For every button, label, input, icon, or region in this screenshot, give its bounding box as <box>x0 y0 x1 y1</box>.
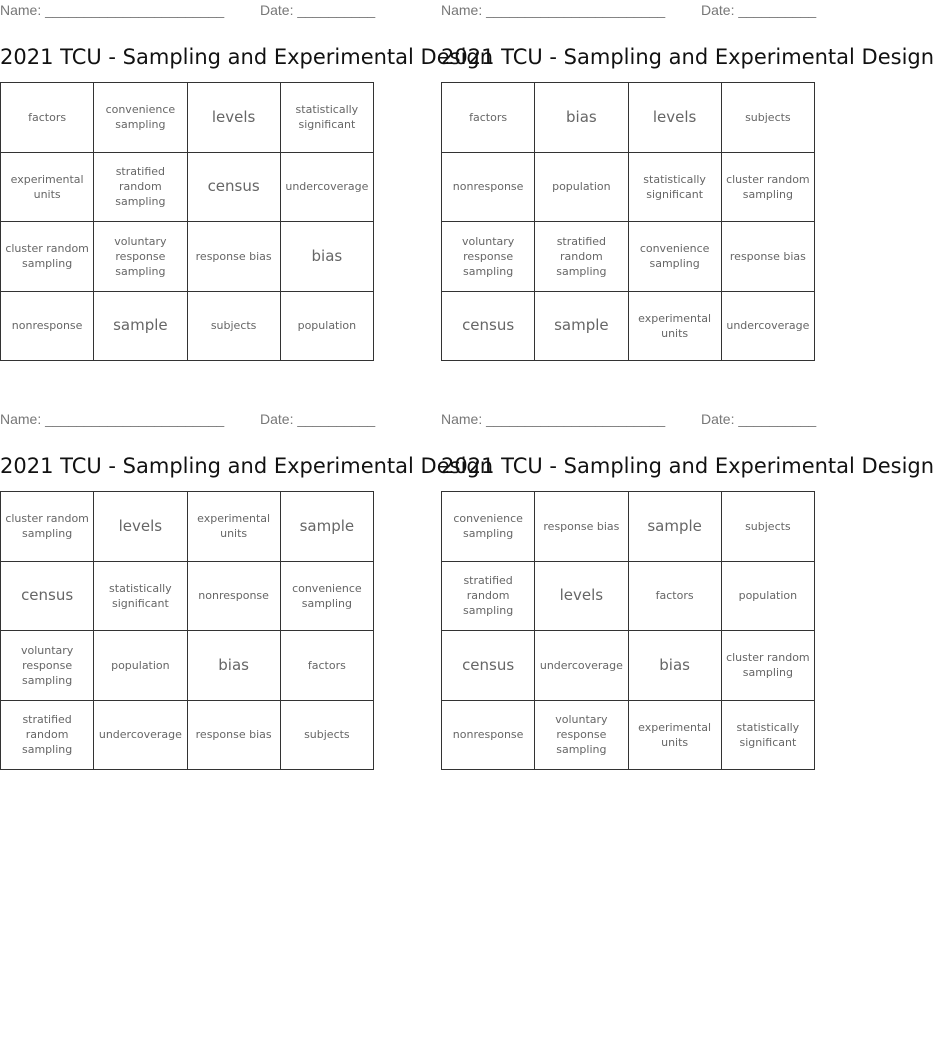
card-title: 2021 TCU - Sampling and Experimental Design <box>0 454 494 478</box>
bingo-cell: statistically significant <box>629 153 722 223</box>
bingo-cell: cluster random sampling <box>1 492 94 562</box>
bingo-card-1 <box>0 0 494 361</box>
bingo-cell: factors <box>281 631 374 701</box>
bingo-grid <box>0 491 374 770</box>
bingo-cell: voluntary response sampling <box>442 222 535 292</box>
name-label: Name: _______________________ <box>441 411 666 427</box>
bingo-cell: voluntary response sampling <box>535 701 628 771</box>
bingo-cell: response bias <box>722 222 815 292</box>
bingo-cell: convenience sampling <box>442 492 535 562</box>
bingo-cell: subjects <box>722 492 815 562</box>
bingo-cell: statistically significant <box>281 83 374 153</box>
card-title: 2021 TCU - Sampling and Experimental Design <box>441 454 934 478</box>
bingo-cell: convenience sampling <box>94 83 187 153</box>
bingo-cell: experimental units <box>629 292 722 362</box>
bingo-cell: statistically significant <box>722 701 815 771</box>
bingo-cell: voluntary response sampling <box>1 631 94 701</box>
name-label: Name: _______________________ <box>441 2 666 18</box>
bingo-cell: population <box>535 153 628 223</box>
bingo-cell: nonresponse <box>1 292 94 362</box>
bingo-cell: statistically significant <box>94 562 187 632</box>
bingo-cell: levels <box>94 492 187 562</box>
bingo-grid <box>0 82 374 361</box>
name-date-row <box>0 0 375 20</box>
bingo-cell: bias <box>281 222 374 292</box>
bingo-cell: experimental units <box>188 492 281 562</box>
bingo-cell: undercoverage <box>281 153 374 223</box>
bingo-card-2 <box>441 0 934 361</box>
bingo-cell: subjects <box>281 701 374 771</box>
bingo-cell: nonresponse <box>188 562 281 632</box>
date-label: Date: __________ <box>260 411 376 427</box>
bingo-cell: census <box>188 153 281 223</box>
bingo-cell: census <box>442 292 535 362</box>
bingo-cell: nonresponse <box>442 153 535 223</box>
bingo-cell: undercoverage <box>722 292 815 362</box>
name-label: Name: _______________________ <box>0 411 225 427</box>
bingo-cell: convenience sampling <box>629 222 722 292</box>
card-title: 2021 TCU - Sampling and Experimental Design <box>441 45 934 69</box>
bingo-cell: sample <box>281 492 374 562</box>
bingo-cell: levels <box>188 83 281 153</box>
bingo-cell: stratified random sampling <box>535 222 628 292</box>
bingo-cell: census <box>442 631 535 701</box>
bingo-cell: census <box>1 562 94 632</box>
bingo-cell: undercoverage <box>535 631 628 701</box>
bingo-cell: bias <box>629 631 722 701</box>
bingo-cell: response bias <box>188 701 281 771</box>
name-date-row <box>441 0 816 20</box>
bingo-cell: undercoverage <box>94 701 187 771</box>
bingo-cell: stratified random sampling <box>442 562 535 632</box>
bingo-grid <box>441 491 815 770</box>
bingo-cell: stratified random sampling <box>1 701 94 771</box>
name-date-row <box>441 409 816 429</box>
bingo-cell: cluster random sampling <box>722 153 815 223</box>
bingo-cell: stratified random sampling <box>94 153 187 223</box>
bingo-cell: subjects <box>722 83 815 153</box>
bingo-cell: sample <box>94 292 187 362</box>
bingo-grid <box>441 82 815 361</box>
bingo-cell: subjects <box>188 292 281 362</box>
bingo-cell: levels <box>629 83 722 153</box>
bingo-cell: population <box>722 562 815 632</box>
bingo-card-3 <box>0 409 494 770</box>
bingo-cell: factors <box>1 83 94 153</box>
card-title: 2021 TCU - Sampling and Experimental Design <box>0 45 494 69</box>
bingo-cell: sample <box>535 292 628 362</box>
date-label: Date: __________ <box>701 411 817 427</box>
bingo-card-4 <box>441 409 934 770</box>
bingo-cell: factors <box>629 562 722 632</box>
bingo-cell: cluster random sampling <box>722 631 815 701</box>
bingo-cell: experimental units <box>1 153 94 223</box>
bingo-cell: convenience sampling <box>281 562 374 632</box>
bingo-cell: bias <box>188 631 281 701</box>
bingo-cell: sample <box>629 492 722 562</box>
date-label: Date: __________ <box>260 2 376 18</box>
bingo-cell: factors <box>442 83 535 153</box>
bingo-cell: response bias <box>188 222 281 292</box>
bingo-cell: voluntary response sampling <box>94 222 187 292</box>
bingo-cell: nonresponse <box>442 701 535 771</box>
bingo-cell: cluster random sampling <box>1 222 94 292</box>
bingo-cell: experimental units <box>629 701 722 771</box>
bingo-cell: levels <box>535 562 628 632</box>
name-date-row <box>0 409 375 429</box>
name-label: Name: _______________________ <box>0 2 225 18</box>
bingo-cell: bias <box>535 83 628 153</box>
bingo-cell: response bias <box>535 492 628 562</box>
date-label: Date: __________ <box>701 2 817 18</box>
bingo-cell: population <box>281 292 374 362</box>
bingo-cell: population <box>94 631 187 701</box>
